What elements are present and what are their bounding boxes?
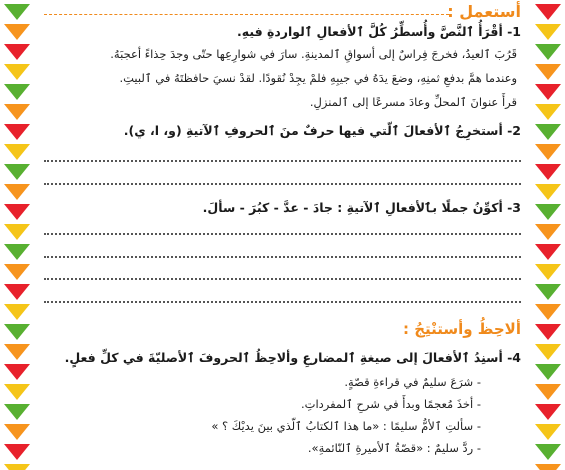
border-chevron [4,144,30,160]
border-chevron [4,364,30,380]
heading-divider [44,14,449,15]
answer-line[interactable] [44,301,521,303]
passage-line-1: قَرُبَ ٱلعيدُ، فخرجَ فِراسٌ إلى أسواقِ ٱلمدينةِ. سارَ في شوارِعِها حتّى وجدَ حِذاءً أعجبَهُ. [110,47,517,61]
border-chevron [535,164,561,180]
border-chevron [535,124,561,140]
border-chevron [4,324,30,340]
example-line-4: - ردَّ سليمٌ : «قصّةُ ٱلأميرةِ ٱلنّائمةِ». [307,441,481,455]
border-chevron [4,244,30,260]
border-chevron [535,404,561,420]
border-chevron [535,44,561,60]
border-chevron [535,104,561,120]
border-chevron [4,164,30,180]
border-chevron [535,384,561,400]
border-chevron [535,244,561,260]
border-chevron [535,184,561,200]
border-chevron [4,44,30,60]
border-chevron [4,224,30,240]
border-chevron [4,284,30,300]
border-chevron [535,364,561,380]
border-chevron [535,304,561,320]
section-heading-observe: ألاحِظُ وأستنْتِجُ : [402,320,521,338]
section-heading-use: أستعمل : [447,2,521,21]
border-chevron [4,264,30,280]
passage-line-3: قرأَ عنوانَ ٱلمحلِّ وعادَ مسرعًا إلى ٱلمنزلِ. [309,95,517,109]
border-chevron [4,64,30,80]
border-chevron [535,84,561,100]
passage-line-2: وعندما همَّ بدفعِ ثمنِهِ، وضعَ يدَهُ في جيبِهِ فلمْ يجِدْ نُقودًا. لقدْ نسيَ حافظتَهُ في ٱلبيتِ. [119,71,517,85]
answer-line[interactable] [44,233,521,235]
border-chevron [535,424,561,440]
border-chevron [535,444,561,460]
border-chevron [4,384,30,400]
right-decorative-border [531,0,565,470]
border-chevron [4,424,30,440]
border-chevron [535,464,561,470]
answer-line[interactable] [44,183,521,185]
border-chevron [535,224,561,240]
answer-line[interactable] [44,278,521,280]
border-chevron [4,4,30,20]
border-chevron [4,184,30,200]
border-chevron [4,124,30,140]
answer-line[interactable] [44,256,521,258]
example-line-2: - أخذَ مُعجمًا وبدأَ في شرحِ ٱلمفرداتِ. [300,397,481,411]
border-chevron [535,24,561,40]
border-chevron [535,264,561,280]
border-chevron [535,344,561,360]
left-decorative-border [0,0,34,470]
worksheet [44,0,521,470]
border-chevron [535,284,561,300]
border-chevron [4,404,30,420]
border-chevron [4,464,30,470]
border-chevron [4,204,30,220]
answer-line[interactable] [44,160,521,162]
border-chevron [4,84,30,100]
example-line-1: - شرَعَ سليمٌ في قراءةِ قصّةٍ. [344,375,481,389]
border-chevron [535,324,561,340]
question-2: 2- أستخرِجُ ٱلأفعالَ ٱلّتي فيها حرفٌ منَ ٱلحروفِ ٱلآتيةِ (و، ا، ي). [123,123,521,138]
border-chevron [535,64,561,80]
example-line-3: - سألتِ ٱلأمُّ سليمًا : «ما هذا ٱلكتابُ ٱلّذي بينَ يديْكَ ؟ » [211,419,481,433]
border-chevron [4,444,30,460]
question-4: 4- أسنِدُ ٱلأفعالَ إلى صيغةِ ٱلمضارعِ وألاحِظُ ٱلحروفَ ٱلأصليّةَ في كلِّ فعلٍ. [64,350,521,365]
border-chevron [535,204,561,220]
border-chevron [4,104,30,120]
question-3: 3- أكوِّنُ جملًا بٱلأفعالِ ٱلآتيةِ : جادَ - عدَّ - كبُرَ - سألَ. [202,200,521,215]
border-chevron [535,4,561,20]
border-chevron [535,144,561,160]
question-1: 1- أقْرَأُ ٱلنَّصَّ وأُسطِّرُ كُلَّ ٱلأفعالِ ٱلواردةِ فيهِ. [237,24,521,39]
border-chevron [4,304,30,320]
border-chevron [4,344,30,360]
border-chevron [4,24,30,40]
